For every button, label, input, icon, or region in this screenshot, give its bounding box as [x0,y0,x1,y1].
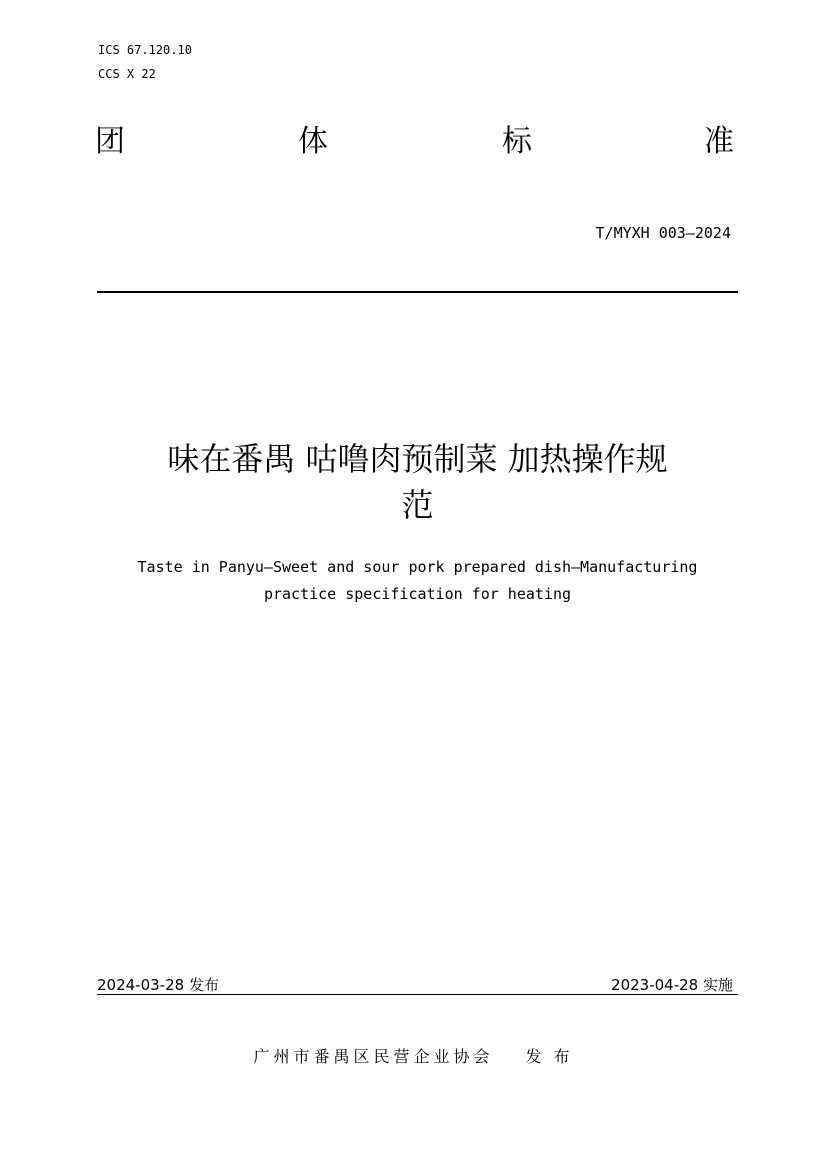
publisher-action: 发布 [525,1047,582,1066]
standard-type-char-3: 标 [502,124,532,159]
standard-code: T/MYXH 003—2024 [595,224,731,242]
publisher-organization: 广州市番禺区民营企业协会 [253,1047,494,1066]
issue-date: 2024-03-28 发布 [97,976,219,994]
implementation-date: 2023-04-28 实施 [611,976,733,994]
chinese-title [97,436,738,528]
footer-divider [97,994,738,995]
standard-type-char-2: 体 [298,124,328,159]
header-divider [97,291,738,293]
english-title [60,554,775,608]
ics-code: ICS 67.120.10 [98,43,192,57]
publisher [97,1047,738,1067]
chinese-title-line-1: 味在番禺 咕噜肉预制菜 加热操作规 [167,440,668,478]
ccs-code: CCS X 22 [98,67,156,81]
english-title-line-1: Taste in Panyu—Sweet and sour pork prepared dish—Manufacturing [137,558,698,576]
english-title-line-2: practice specification for heating [263,585,572,603]
chinese-title-line-2: 范 [401,486,434,524]
standard-type-char-4: 准 [704,124,734,159]
standard-type-char-1: 团 [95,124,125,159]
